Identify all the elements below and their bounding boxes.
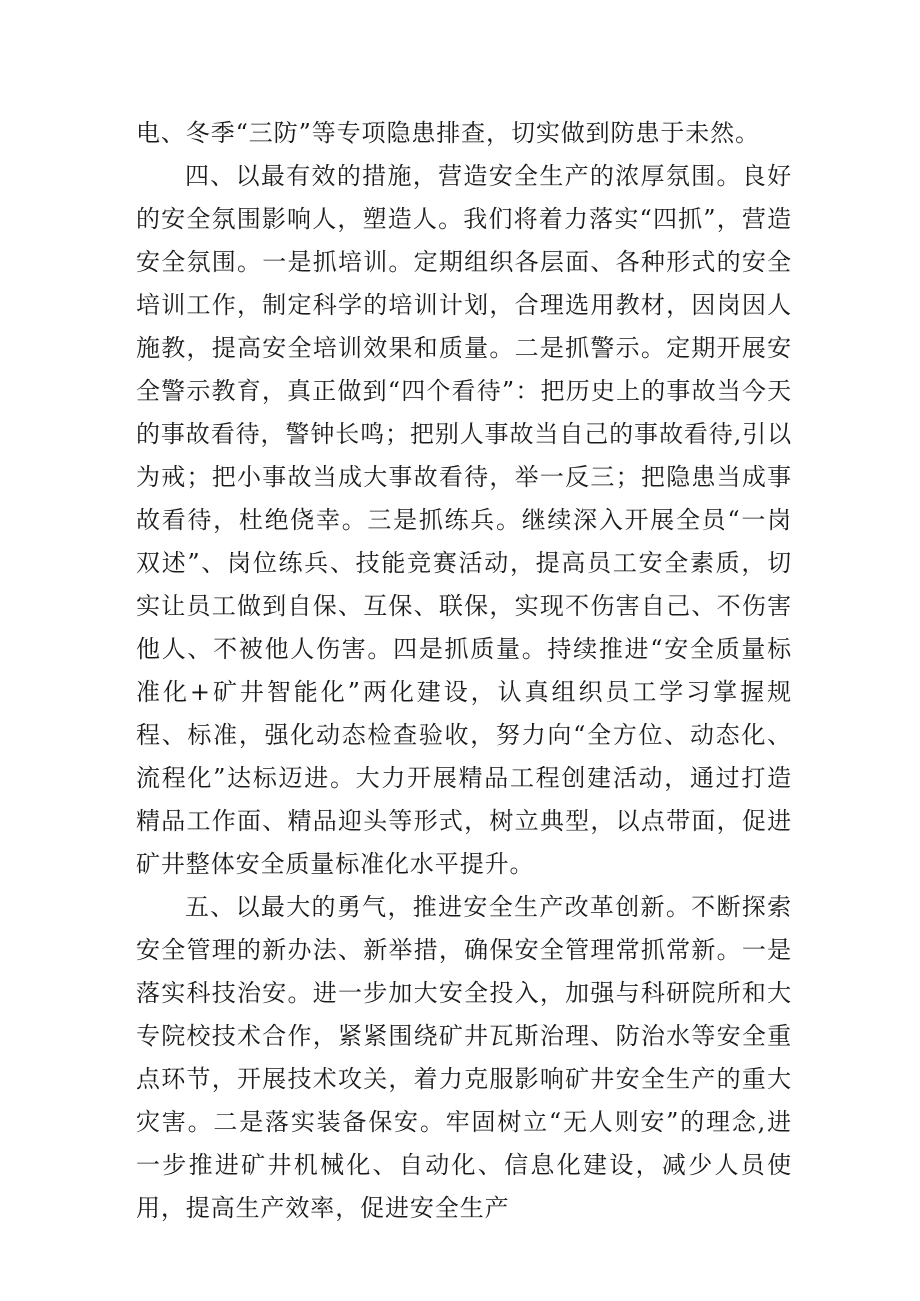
paragraph-continuation: 电、冬季“三防”等专项隐患排查，切实做到防患于未然。 (136, 119, 760, 147)
paragraph-section-five: 五、以最大的勇气，推进安全生产改革创新。不断探索安全管理的新办法、新举措，确保安全管理常抓常新。一是落实科技治安。进一步加大安全投入，加强与科研院所和大专院校技术合作，紧紧围绕矿井瓦斯治理、防治水等安全重点环节，开展技术攻关，着力克服影响矿井安全生产的重大灾害。二是落实装备保安。牢固树立“无人则安”的理念,进一步推进矿井机械化、自动化、信息化建设，减少人员使用，提高生产效率，促进安全生产 (136, 893, 792, 1222)
body-text (136, 112, 792, 1230)
paragraph-section-four: 四、以最有效的措施，营造安全生产的浓厚氛围。良好的安全氛围影响人，塑造人。我们将着力落实“四抓”，营造安全氛围。一是抓培训。定期组织各层面、各种形式的安全培训工作，制定科学的培训计划，合理选用教材，因岗因人施教，提高安全培训效果和质量。二是抓警示。定期开展安全警示教育，真正做到“四个看待”：把历史上的事故当今天的事故看待，警钟长鸣；把别人事故当自己的事故看待,引以为戒；把小事故当成大事故看待，举一反三；把隐患当成事故看待，杜绝侥幸。三是抓练兵。继续深入开展全员“一岗双述”、岗位练兵、技能竞赛活动，提高员工安全素质，切实让员工做到自保、互保、联保，实现不伤害自己、不伤害他人、不被他人伤害。四是抓质量。持续推进“安全质量标准化+矿井智能化”两化建设，认真组织员工学习掌握规程、标准，强化动态检查验收，努力向“全方位、动态化、流程化”达标迈进。大力开展精品工程创建活动，通过打造精品工作面、精品迎头等形式，树立典型，以点带面，促进矿井整体安全质量标准化水平提升。 (136, 162, 792, 878)
